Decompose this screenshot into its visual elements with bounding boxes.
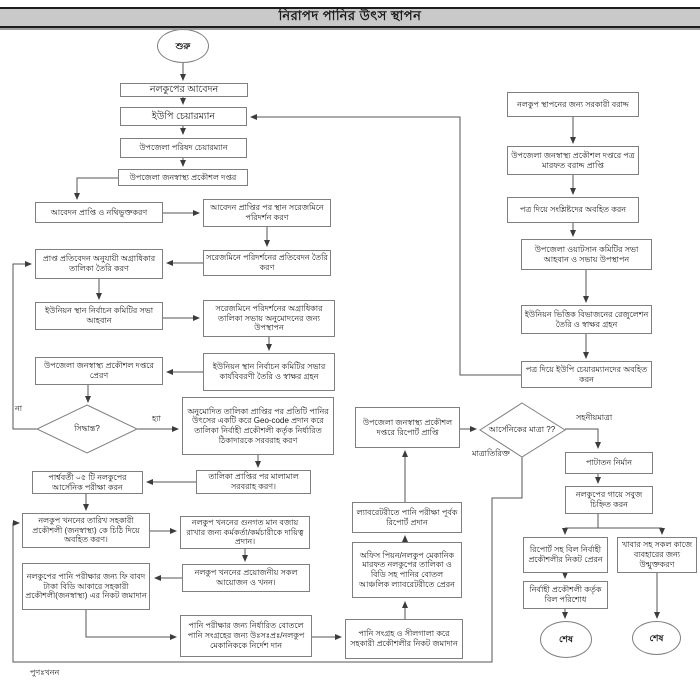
node-govt-allocation: নলকুপ স্থাপনের জন্য সরকারী বরাদ্দ [507,92,639,117]
node-dphe-office: উপজেলা জনস্বাস্থ্য প্রকৌশল দপ্তর [118,169,248,186]
page-title: নিরাপদ পানির উৎস স্থাপন [0,7,700,28]
node-up-chairman: ইউপি চেয়ারম্যান [120,107,247,126]
node-platform-construction: পাটাতন নির্মান [565,452,653,474]
decision-diamond: সিদ্ধান্ত? [74,424,100,434]
node-inspection-report: সরেজমিনে পরিদর্শনের প্রতিবেদন তৈরি করণ [203,250,331,276]
node-union-site-committee-meeting: ইউনিয়ন স্থান নির্বাচন কমিটির সভা আহবান [35,302,163,330]
node-quality-assignment: নলকুপ খননের গুনগত মান বজায় রাখার জন্য কর্মকর্তা/কর্মচারীকে দায়িত্ব প্রদান। [180,516,310,549]
node-bill-with-report: রিপোর্ট সহ বিল নির্বাহী প্রকৌশলীর নিকট প্রেরন [523,537,608,573]
branch-label-no: না [15,404,23,413]
node-upazila-parishad-chairman: উপজেলা পরিষদ চেয়ারম্যান [120,138,247,158]
node-report-received: উপজেলা জনস্বাস্থ্য প্রকৌশল দপ্তরে রিপোর্ট প্রাপ্তি [355,407,460,448]
node-green-marking: নলকুপের গায়ে সবুজ চিহ্নিত করন [565,486,653,514]
arsenic-level-diamond: আর্সেনিকের মাত্রা ?? [488,425,556,435]
node-inform-concerned: পত্র দিয়ে সংশ্লিষ্টদের অবহিত করন [507,197,639,223]
node-bill-payment: নির্বাহী প্রকৌশলী কর্তৃক বিল পরিশোধ [523,581,608,609]
branch-label-tolerable: সহনীয়মাত্রা [576,413,613,422]
end-terminator-bill: শেষ [540,621,592,658]
node-lab-report: ল্যাবরেটরীতে পানি পরীক্ষা পূর্বক রিপোর্ট প্রদান [352,502,462,533]
node-materials-supply: তালিকা প্রাপ্তির পর মালামাল সরবরাহ করণ। [196,470,311,494]
end-terminator-use: শেষ [632,621,681,655]
node-test-fee-deposit: নলকুপের পানি পরীক্ষার জন্য ফি বাবদ টাকা বিডি আকারে সহকারী প্রকৌশলী(জনস্বাস্থ্য) এর নিকট জমাদান [22,563,150,610]
node-union-resolution: ইউনিয়ন ভিত্তিক বিভাজনের রেজুলেশন তৈরি ও স্বাক্ষর গ্রহন [521,305,652,334]
node-drilling-arrangement: নলকুপ খননের প্রয়োজনীয় সকল আয়োজন ও খনন। [182,564,310,592]
node-meeting-minutes-sign: ইউনিয়ন স্থান নির্বাচন কমিটির সভার কার্যবিবরণী তৈরি ও স্বাক্ষর গ্রহন [203,353,335,391]
loop-label-redig: পুণঃখনন [30,668,60,677]
node-nearby-arsenic-test: পার্শ্ববর্তী ০৫ টি নলকুপের আর্সেনিক পরীক্ষা করন [32,471,143,494]
node-allocation-by-letter: উপজেলা জনস্বাস্থ্য প্রকৌশল দপ্তরে পত্র মারফত বরাদ্দ প্রাপ্তি [507,146,639,175]
node-inform-up-chairmen: পত্র দিয়ে ইউপি চেয়ারম্যানদের অবহিত করন [521,361,652,388]
node-drilling-date-notice: নলকুপ খননের তারিখ সহকারী প্রকৌশলী (জনস্বাস্থ্য) কে চিঠি দিয়ে অবহিত করণ। [22,513,150,548]
node-present-priority-list: সরেজমিনে পরিদর্শনের অগ্রাধিকার তালিকা সভায় অনুমোদনের জন্য উপস্থাপন [203,300,335,337]
node-receive-and-register: আবেদন প্রাপ্তি ও নথিভুক্তকরণ [35,202,163,223]
node-geo-code-assign: অনুমোদিত তালিকা প্রাপ্তির পর প্রতিটি পানির উৎসের একটি করে Geo-code প্রদান করে তালিকা নির্বাহী প্রকৌশলী কর্তৃক নির্ধারিত ঠিকাদারকে সরবরাহ করণ [182,397,334,455]
node-watsan-meeting: উপজেলা ওয়াটসান কমিটির সভা আহবান ও সভায় উপস্থাপন [521,239,652,270]
branch-label-excessive: মাত্রাতিরিক্ত [472,449,510,458]
branch-label-yes: হ্যা [152,414,161,423]
node-priority-list: প্রাপ্ত প্রতিবেদন অনুযায়ী অগ্রাধিকার তালিকা তৈরি করণ [35,249,163,279]
node-application: নলকুপের আবেদন [120,83,248,97]
node-send-to-lab: অফিস পিয়ন/নলকুপ মেকানিক মারফত নলকুপের তালিকা ও বিডি সহ পানির বোতল আঞ্চলিক ল্যাবরেটরীতে প্রেরন [352,542,462,598]
start-terminator: শুরু [157,29,209,63]
node-site-inspection: আবেদন প্রাপ্তির পর স্থান সরেজমিনে পরিদর্শন করণ [203,199,331,227]
node-seal-and-submit: পানি সংগ্রহ ও সীলগালা করে সহকারী প্রকৌশলীর নিকট জমাদান [345,619,463,659]
node-bottle-collection-order: পানি পরীক্ষার জন্য নির্ধারিত বোতলে পানি সংগ্রহের জন্য উঃসঃপ্রঃ/নলকুপ মেকানিককে নির্দেশ দান [180,615,312,657]
node-open-for-use: খাবার সহ সকল কাজে ব্যবহারের জন্য উন্মুক্তকরণ [617,537,697,573]
node-send-to-dphe-office: উপজেলা জনস্বাস্থ্য প্রকৌশল দপ্তরে প্রেরণ [35,357,163,385]
